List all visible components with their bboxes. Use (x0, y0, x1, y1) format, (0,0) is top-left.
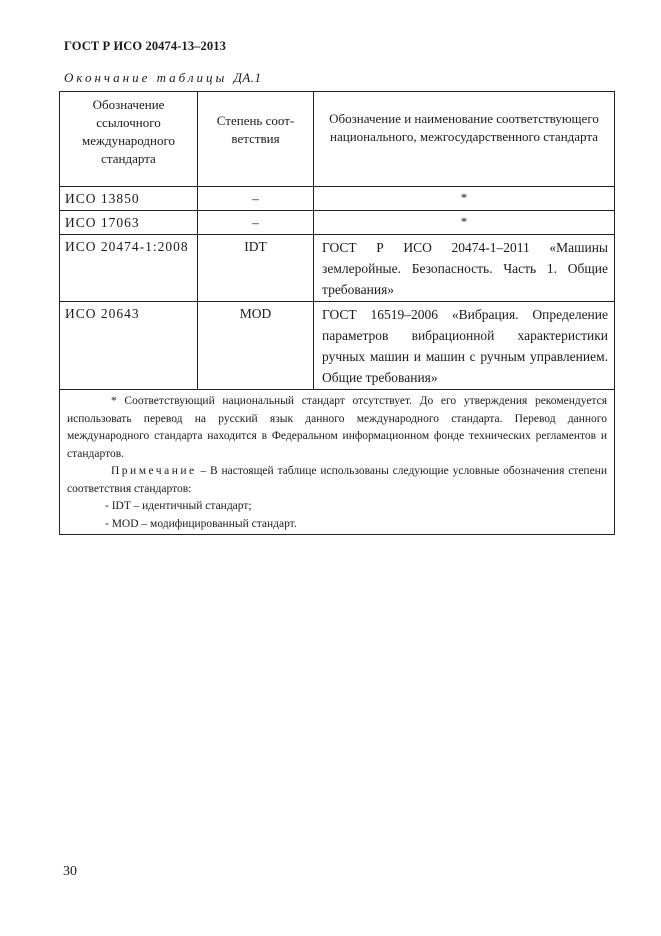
page-number: 30 (63, 864, 77, 879)
column-header-national-standard: Обозначение и наименование соответствующего национального, межгосударственного стандарта (314, 92, 615, 187)
table-row (60, 235, 615, 302)
caption-table-number: ДА.1 (233, 70, 262, 85)
table-row (60, 211, 615, 235)
table-header-row (60, 92, 615, 187)
national-standard-cell: ГОСТ 16519–2006 «Вибрация. Определение параметров вибрационной характеристики ручных машин и машин с ручным управлением. Общие требования» (314, 302, 615, 390)
caption-text: Окончание таблицы (64, 70, 228, 85)
correspondence-table (59, 91, 615, 535)
degree-cell: IDT (198, 235, 314, 302)
table-row (60, 302, 615, 390)
column-header-degree: Степень соот-ветствия (198, 92, 314, 187)
standard-code-cell: ИСО 20643 (60, 302, 198, 390)
national-standard-cell: * (314, 187, 615, 211)
national-standard-cell: ГОСТ Р ИСО 20474-1–2011 «Машины землеройные. Безопасность. Часть 1. Общие требования» (314, 235, 615, 302)
degree-cell: MOD (198, 302, 314, 390)
table-caption (64, 70, 262, 86)
footnote-text: * Соответствующий национальный стандарт отсутствует. До его утверждения рекомендуется использовать перевод на русский язык данного международного стандарта. Перевод данного международного стандарта находится в Федеральном информационном фонде технических регламентов и стандартов. (67, 395, 607, 460)
standard-code-cell: ИСО 20474-1:2008 (60, 235, 198, 302)
legend-item-idt: - IDT – идентичный стандарт; (105, 500, 252, 512)
note-label: Примечание (111, 465, 197, 477)
table-row (60, 187, 615, 211)
column-header-international-standard: Обозначение ссылочного международного стандарта (60, 92, 198, 187)
standard-code-cell: ИСО 17063 (60, 211, 198, 235)
note-paragraph (67, 463, 607, 498)
table-notes (60, 390, 615, 535)
standard-code-cell: ИСО 13850 (60, 187, 198, 211)
national-standard-cell: * (314, 211, 615, 235)
legend-item-mod: - MOD – модифицированный стандарт. (105, 517, 297, 530)
document-header: ГОСТ Р ИСО 20474-13–2013 (64, 39, 226, 53)
note-text: – В настоящей таблице использованы следующие условные обозначения степени соответствия стандартов: (67, 465, 607, 495)
table-notes-row (60, 390, 615, 535)
degree-cell: – (198, 187, 314, 211)
degree-cell: – (198, 211, 314, 235)
